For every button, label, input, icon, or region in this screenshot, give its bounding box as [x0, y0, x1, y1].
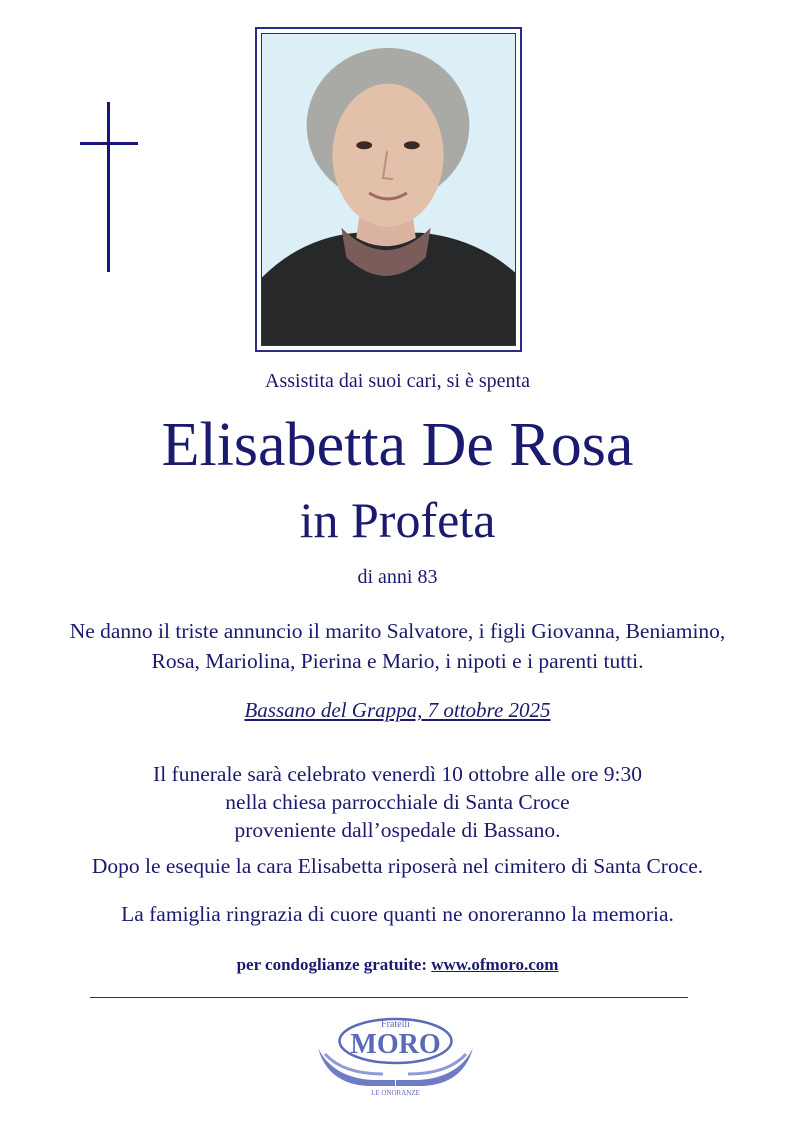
announcement-line: Ne danno il triste annuncio il marito Salvatore, i figli Giovanna, Beniamino,: [69, 619, 726, 643]
intro-text: Assistita dai suoi cari, si è spenta: [265, 370, 530, 392]
portrait-photo: [261, 33, 516, 346]
announcement-line: Rosa, Mariolina, Pierina e Mario, i nipoti e i parenti tutti.: [151, 649, 644, 673]
place-date-row: [0, 698, 795, 723]
funeral-line: Il funerale sarà celebrato venerdì 10 ottobre alle ore 9:30: [153, 762, 642, 786]
funeral-home-logo: [313, 1008, 478, 1098]
logo-bottom-text: LE ONORANZE: [371, 1089, 420, 1097]
funeral-line: proveniente dall’ospedale di Bassano.: [234, 818, 561, 842]
thanks-text: La famiglia ringrazia di cuore quanti ne onoreranno la memoria.: [121, 902, 674, 926]
logo-main-text: MORO: [350, 1029, 441, 1060]
condolences-label: per condoglianze gratuite:: [236, 955, 427, 974]
portrait-photo-frame: [255, 27, 522, 352]
funeral-info: [0, 760, 795, 844]
place-date: Bassano del Grappa, 7 ottobre 2025: [244, 698, 551, 722]
deceased-name: Elisabetta De Rosa: [161, 411, 634, 479]
condolences: [0, 955, 795, 975]
funeral-line: nella chiesa parrocchiale di Santa Croce: [225, 790, 570, 814]
age-text: di anni 83: [357, 566, 438, 588]
condolences-link[interactable]: www.ofmoro.com: [431, 955, 559, 974]
divider: [90, 997, 688, 998]
cross-icon: [80, 102, 138, 272]
logo-top-text: Fratelli: [381, 1019, 410, 1030]
burial-text: Dopo le esequie la cara Elisabetta riposerà nel cimitero di Santa Croce.: [91, 854, 704, 878]
announcement: [0, 616, 795, 676]
married-name: in Profeta: [299, 492, 496, 548]
